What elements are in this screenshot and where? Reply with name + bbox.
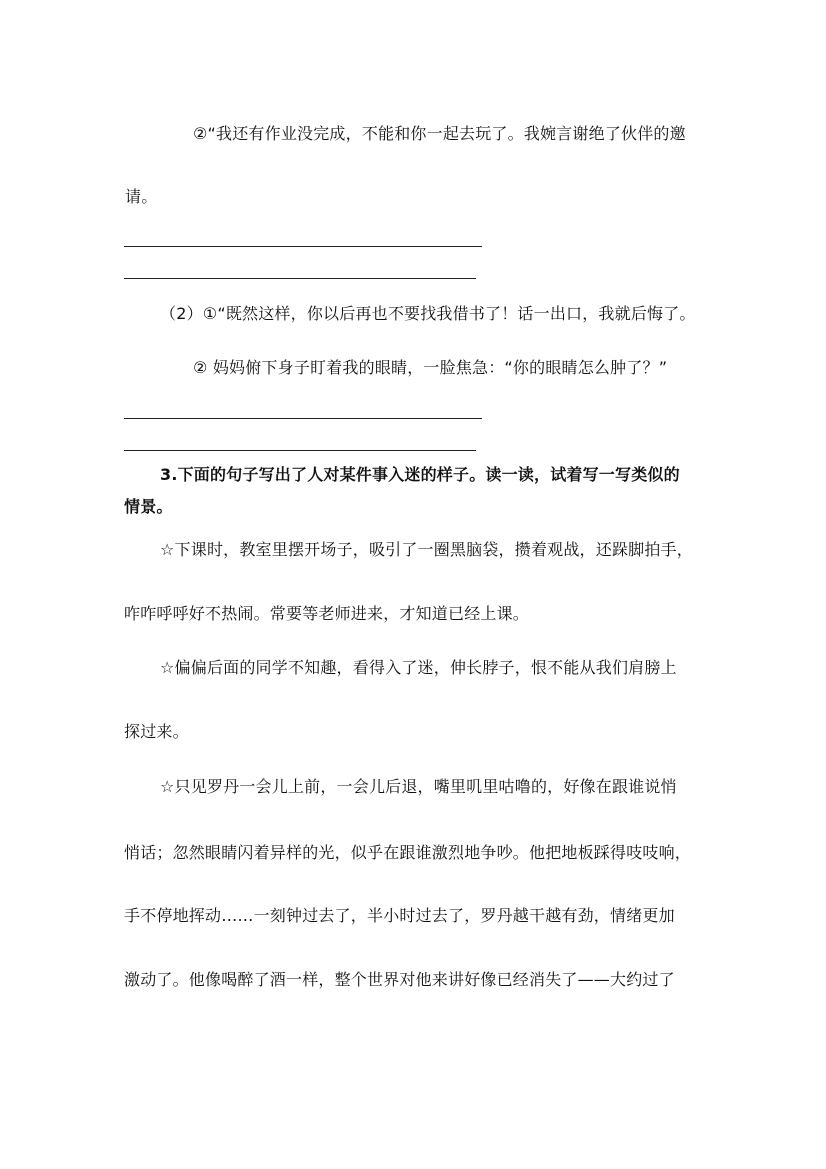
example3-line3: 手不停地挥动……一刻钟过去了，半小时过去了，罗丹越干越有劲，情绪更加 bbox=[124, 906, 675, 925]
example3-line2: 悄话；忽然眼睛闪着异样的光，似乎在跟谁激烈地争吵。他把地板踩得吱吱响， bbox=[124, 843, 692, 862]
item2-1-text: “既然这样，你以后再也不要找我借书了！话一出口，我就后悔了。 bbox=[217, 304, 696, 323]
item2-1 bbox=[160, 304, 696, 324]
example1-line1: ☆下课时，教室里摆开场子，吸引了一圈黑脑袋，攒着观战，还跺脚拍手， bbox=[160, 540, 693, 559]
example1-line2: 咋咋呼呼好不热闹。常要等老师进来，才知道已经上课。 bbox=[124, 604, 530, 623]
item1-2-text-line1: ②“我还有作业没完成，不能和你一起去玩了。我婉言谢绝了伙伴的邀 bbox=[193, 124, 686, 143]
example3-line4: 激动了。他像喝醉了酒一样，整个世界对他来讲好像已经消失了——大约过了 bbox=[124, 970, 675, 989]
section3-title-line2: 情景。 bbox=[124, 497, 173, 516]
example3-line1: ☆只见罗丹一会儿上前，一会儿后退，嘴里叽里咕噜的，好像在跟谁说悄 bbox=[160, 777, 677, 796]
item1-2-text-line2: 请。 bbox=[125, 187, 158, 206]
item2-label: （2）① bbox=[160, 304, 218, 323]
answer-line bbox=[124, 246, 482, 247]
answer-line bbox=[124, 418, 482, 419]
section3-title-line1: 3.下面的句子写出了人对某件事入迷的样子。读一读，试着写一写类似的 bbox=[160, 465, 680, 484]
example2-line1: ☆偏偏后面的同学不知趣，看得入了迷，伸长脖子，恨不能从我们肩膀上 bbox=[160, 658, 677, 677]
answer-line bbox=[124, 450, 476, 451]
example2-line2: 探过来。 bbox=[124, 722, 189, 741]
answer-line bbox=[124, 278, 476, 279]
item2-2-text: ② 妈妈俯下身子盯着我的眼睛，一脸焦急：“你的眼睛怎么肿了？” bbox=[193, 358, 668, 377]
